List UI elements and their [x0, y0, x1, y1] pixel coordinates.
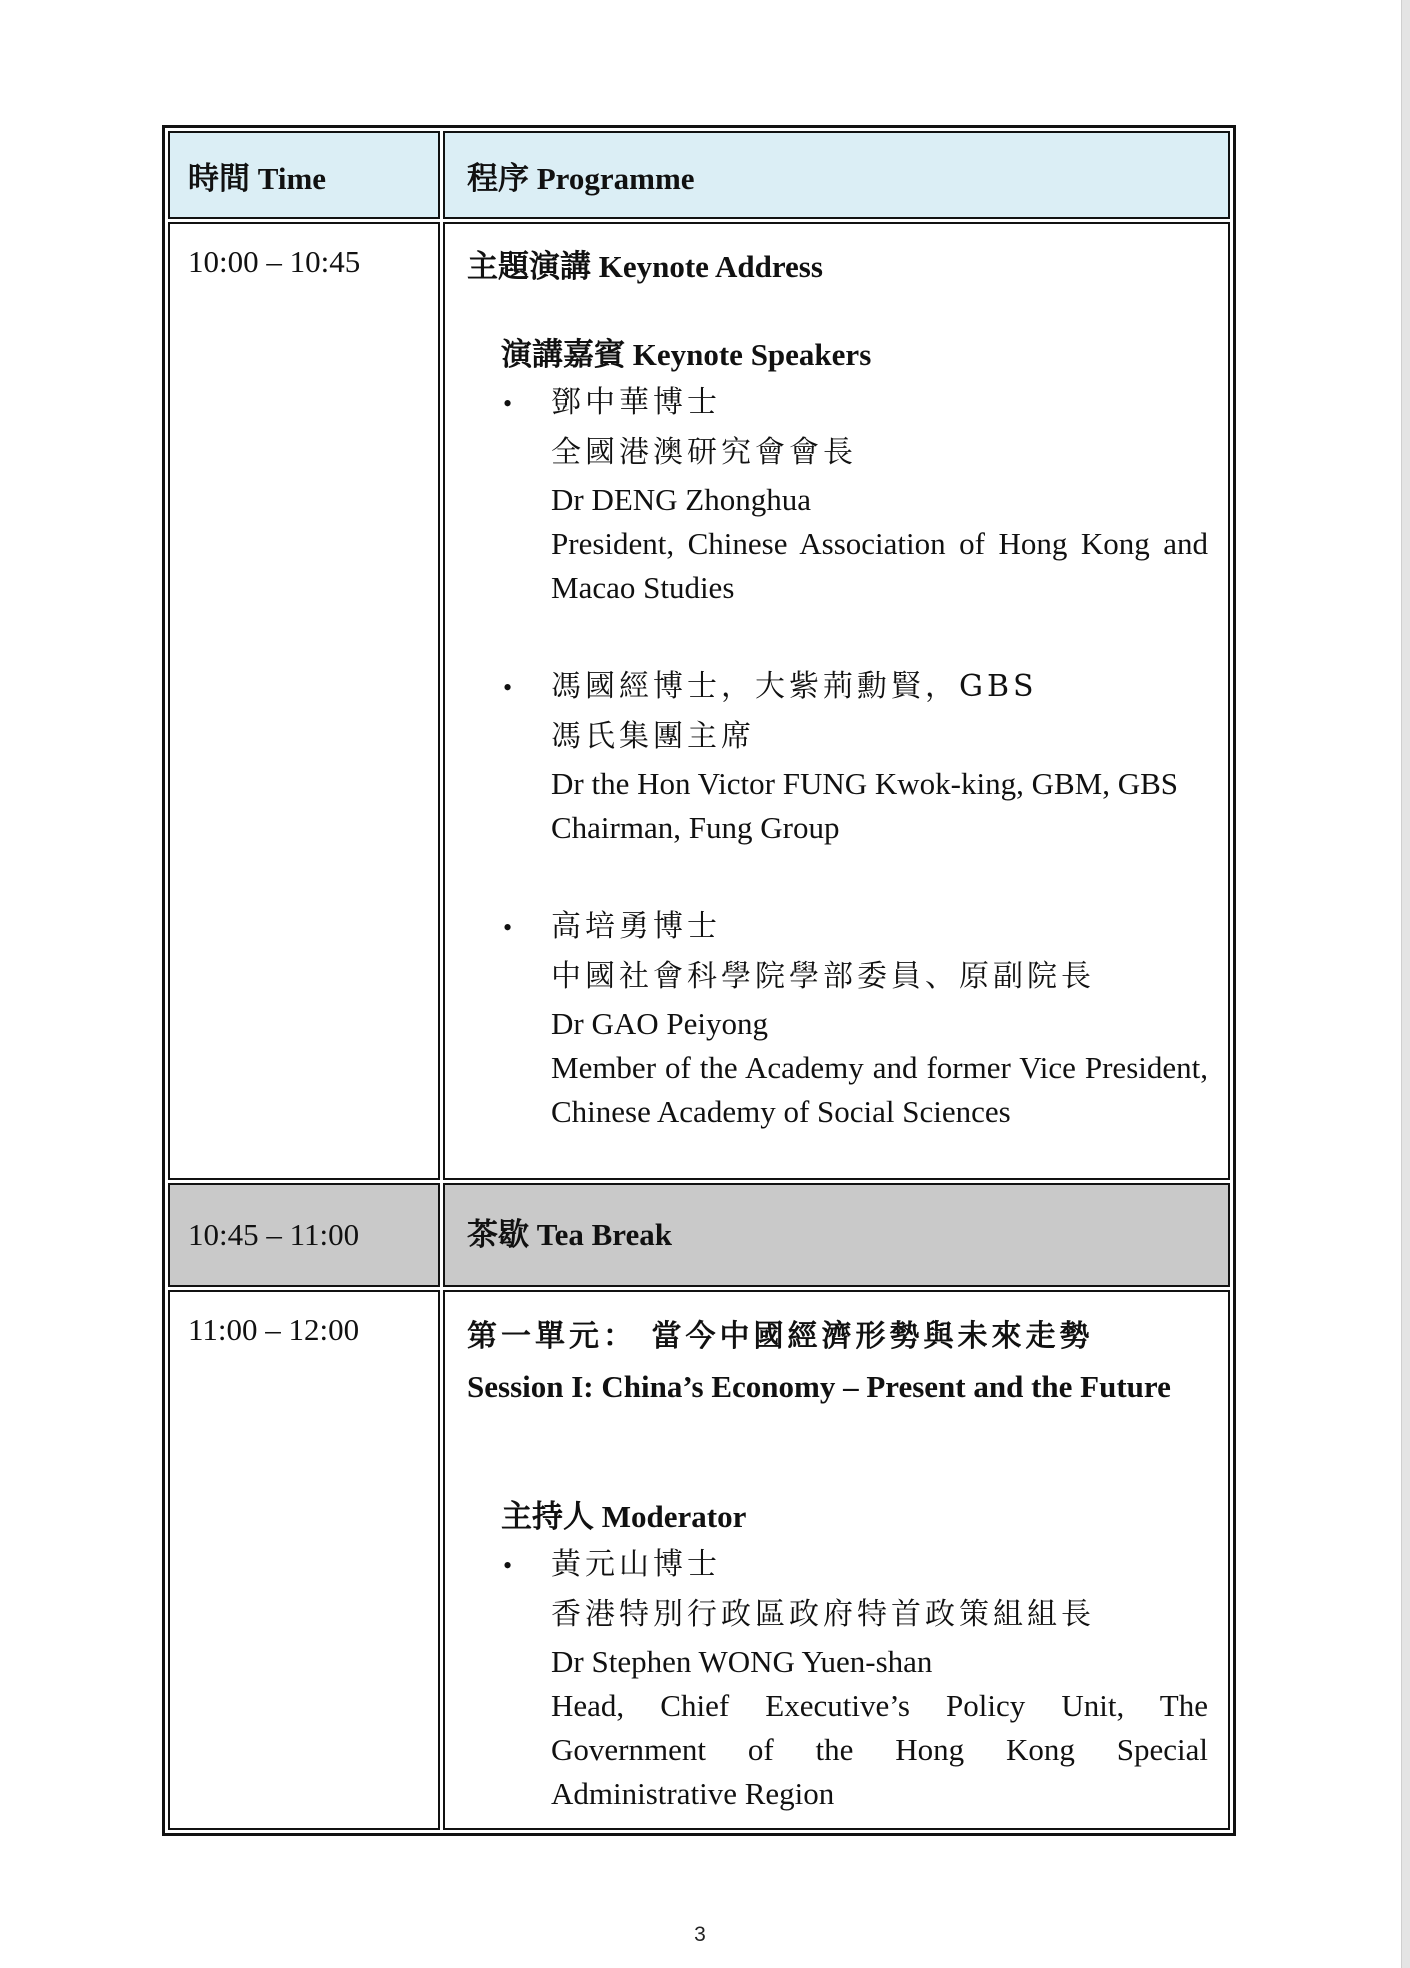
- programme-cell-session-1: [443, 1290, 1230, 1830]
- bullet-icon: •: [503, 1551, 513, 1580]
- speaker-name-en: Dr DENG Zhonghua: [551, 482, 812, 517]
- speaker-name-zh: 馮國經博士，大紫荊勳賢，GBS: [551, 669, 1038, 704]
- time-keynote: 10:00 – 10:45: [188, 244, 361, 279]
- list-item: [503, 1540, 1208, 1816]
- session-title-en: Session I: China’s Economy – Present and the Future: [467, 1369, 1171, 1404]
- moderator-title-zh: 香港特別行政區政府特首政策組組長: [551, 1597, 1095, 1632]
- table-header-row: [168, 131, 1230, 219]
- list-item: [503, 902, 1208, 1134]
- session-title-zh: 第一單元： 當今中國經濟形勢與未來走勢: [467, 1319, 1094, 1354]
- speaker-name-zh: 鄧中華博士: [551, 385, 721, 420]
- keynote-speakers-label: 演講嘉賓 Keynote Speakers: [501, 337, 872, 372]
- time-break: 10:45 – 11:00: [188, 1217, 360, 1252]
- time-session-1: 11:00 – 12:00: [188, 1312, 360, 1347]
- programme-cell-keynote: [443, 222, 1230, 1180]
- keynote-title: 主題演講 Keynote Address: [467, 249, 823, 284]
- table-row-keynote: [168, 222, 1230, 1180]
- header-time: 時間 Time: [188, 160, 327, 196]
- list-item: [503, 378, 1208, 610]
- speaker-name-zh: 高培勇博士: [551, 909, 721, 944]
- programme-cell-break: [443, 1183, 1230, 1287]
- moderator-title-en: Head, Chief Executive’s Policy Unit, The Government of the Hong Kong Special Administrative Region: [551, 1688, 1208, 1811]
- speaker-name-en: Dr the Hon Victor FUNG Kwok-king, GBM, GBS: [551, 766, 1179, 801]
- speaker-title-en: Member of the Academy and former Vice President, Chinese Academy of Social Sciences: [551, 1050, 1208, 1129]
- time-cell-session-1: [168, 1290, 440, 1830]
- time-cell-break: [168, 1183, 440, 1287]
- tea-break-title: 茶歇 Tea Break: [467, 1217, 672, 1252]
- header-programme-cell: [443, 131, 1230, 219]
- speaker-title-zh: 馮氏集團主席: [551, 719, 755, 754]
- list-item: [503, 662, 1208, 850]
- moderator-name-en: Dr Stephen WONG Yuen-shan: [551, 1644, 933, 1679]
- speaker-title-en: Chairman, Fung Group: [551, 810, 840, 845]
- speaker-title-zh: 全國港澳研究會會長: [551, 435, 857, 470]
- header-programme: 程序 Programme: [467, 160, 695, 196]
- moderator-name-zh: 黃元山博士: [551, 1547, 721, 1582]
- speaker-title-zh: 中國社會科學院學部委員、原副院長: [551, 959, 1095, 994]
- bullet-icon: •: [503, 673, 513, 702]
- table-row-session-1: [168, 1290, 1230, 1830]
- bullet-icon: •: [503, 913, 513, 942]
- moderator-label: 主持人 Moderator: [501, 1499, 747, 1534]
- programme-table: [162, 125, 1236, 1836]
- page-edge: [1401, 0, 1410, 1968]
- time-cell-keynote: [168, 222, 440, 1180]
- header-time-cell: [168, 131, 440, 219]
- table-row-tea-break: [168, 1183, 1230, 1287]
- bullet-icon: •: [503, 389, 513, 418]
- page-number: 3: [694, 1923, 706, 1946]
- speaker-name-en: Dr GAO Peiyong: [551, 1006, 768, 1041]
- speaker-title-en: President, Chinese Association of Hong Kong and Macao Studies: [551, 526, 1208, 605]
